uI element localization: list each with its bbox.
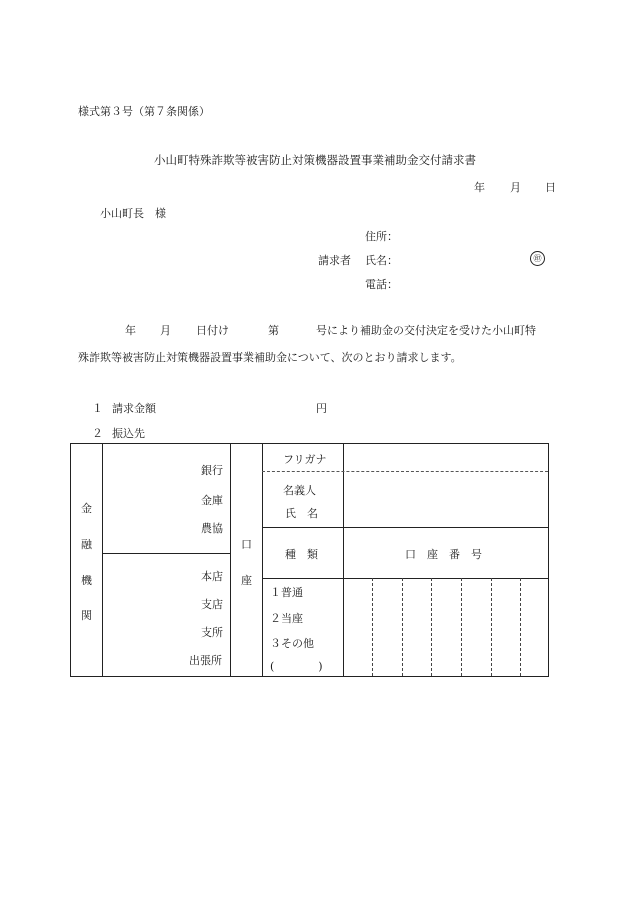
- item1-number: １: [92, 402, 103, 415]
- holder-name-label: 氏 名: [285, 507, 318, 520]
- seal-mark: ㊞: [530, 251, 545, 266]
- digit-divider: [431, 578, 432, 676]
- account-number-label: 口 座 番 号: [405, 548, 482, 561]
- institution-type-nokyo: 農協: [201, 522, 223, 535]
- address-label: 住所：: [365, 230, 398, 243]
- branch-type-head: 本店: [201, 570, 223, 583]
- body-line2: 殊詐欺等被害防止対策機器設置事業補助金について、次のとおり請求します。: [78, 351, 462, 364]
- account-type-label: 種 類: [285, 548, 318, 561]
- form-title: 小山町特殊詐欺等被害防止対策機器設置事業補助金交付請求書: [154, 153, 476, 167]
- digit-divider: [491, 578, 492, 676]
- financial-institution-char: 関: [81, 609, 92, 622]
- table-divider: [262, 527, 548, 528]
- branch-type-branch: 支店: [201, 598, 223, 611]
- item2-label: 振込先: [112, 427, 145, 440]
- digit-divider: [402, 578, 403, 676]
- institution-type-shinkin: 金庫: [201, 494, 223, 507]
- form-number: 様式第３号（第７条関係）: [78, 105, 210, 118]
- body-month: 月: [160, 324, 171, 337]
- addressee: 小山町長 様: [100, 207, 166, 220]
- institution-type-bank: 銀行: [201, 464, 223, 477]
- account-type-current: ２当座: [270, 612, 303, 625]
- table-divider: [262, 578, 548, 579]
- date-month: 月: [510, 181, 521, 194]
- account-type-other-blank: ( ): [270, 660, 323, 673]
- body-line1: 号により補助金の交付決定を受けた小山町特: [316, 324, 536, 337]
- table-divider: [102, 444, 103, 676]
- item1-unit: 円: [316, 402, 327, 415]
- item2-number: ２: [92, 427, 103, 440]
- account-type-ordinary: １普通: [270, 586, 303, 599]
- date-year: 年: [474, 181, 485, 194]
- financial-institution-char: 機: [81, 574, 92, 587]
- financial-institution-char: 金: [81, 502, 92, 515]
- table-divider: [262, 471, 548, 472]
- branch-type-sub: 支所: [201, 626, 223, 639]
- body-date-suffix: 日付け: [196, 324, 229, 337]
- account-char: 口: [241, 538, 252, 551]
- branch-type-office: 出張所: [189, 654, 222, 667]
- holder-label: 名義人: [283, 484, 316, 497]
- digit-divider: [372, 578, 373, 676]
- requester-label: 請求者: [318, 254, 351, 267]
- table-divider: [262, 444, 263, 676]
- account-type-other: ３その他: [270, 637, 314, 650]
- financial-institution-char: 融: [81, 538, 92, 551]
- name-label: 氏名：: [365, 254, 398, 267]
- body-year: 年: [125, 324, 136, 337]
- digit-divider: [520, 578, 521, 676]
- account-char: 座: [241, 574, 252, 587]
- item1-label: 請求金額: [112, 402, 156, 415]
- table-divider: [230, 444, 231, 676]
- transfer-table: [70, 443, 549, 677]
- furigana-label: フリガナ: [283, 453, 327, 466]
- date-day: 日: [545, 181, 556, 194]
- table-divider: [102, 553, 230, 554]
- digit-divider: [461, 578, 462, 676]
- body-dai: 第: [268, 324, 279, 337]
- phone-label: 電話：: [365, 278, 398, 291]
- table-divider: [343, 444, 344, 676]
